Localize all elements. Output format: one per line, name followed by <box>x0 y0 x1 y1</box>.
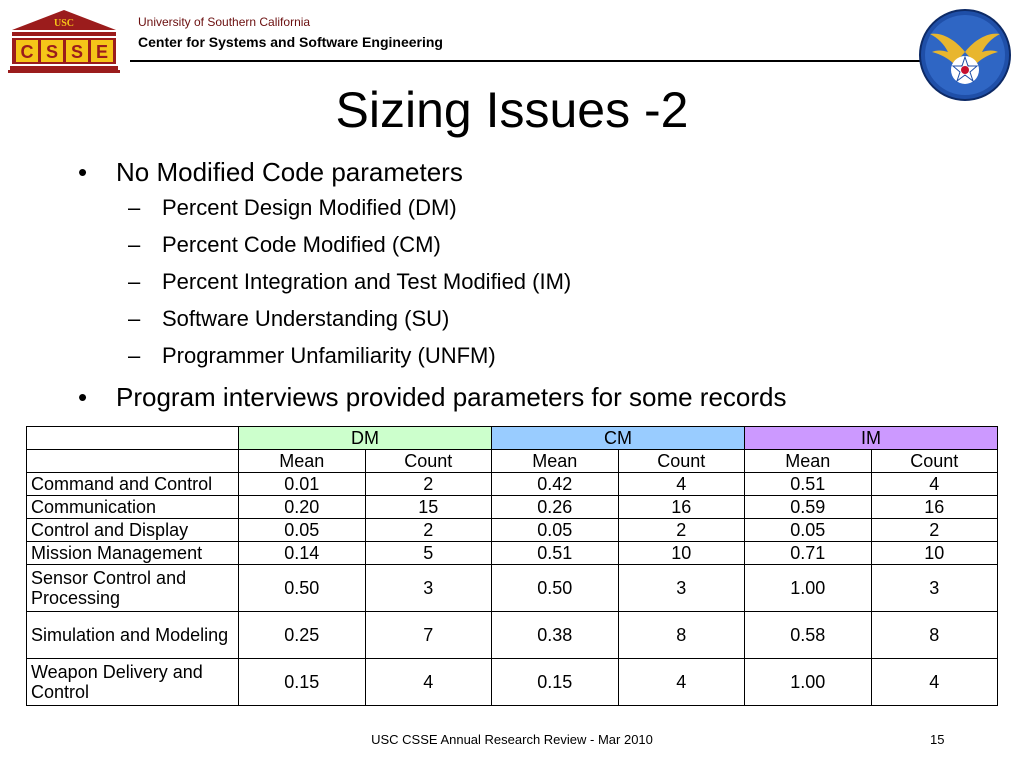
sub-bullet-item <box>78 189 978 226</box>
logo-letter-s2: S <box>70 42 84 62</box>
table-cell: 3 <box>618 565 745 612</box>
column-header: Mean <box>745 450 872 473</box>
sub-bullet-item <box>78 263 978 300</box>
header-divider <box>130 60 930 62</box>
column-header: Count <box>365 450 492 473</box>
table-corner-cell <box>27 427 239 450</box>
table-cell: 0.50 <box>239 565 366 612</box>
table-cell: 0.38 <box>492 612 619 659</box>
table-cell: 10 <box>618 542 745 565</box>
sub-bullet-text: Software Understanding (SU) <box>162 306 450 331</box>
table-cell: 0.05 <box>745 519 872 542</box>
logo-letter-c: C <box>20 42 34 62</box>
table-cell: 0.01 <box>239 473 366 496</box>
column-header: Mean <box>239 450 366 473</box>
row-label: Simulation and Modeling <box>27 612 239 659</box>
logo-letter-e: E <box>95 42 109 62</box>
table-cell: 0.50 <box>492 565 619 612</box>
row-label: Communication <box>27 496 239 519</box>
group-header-cm: CM <box>492 427 745 450</box>
group-header-im: IM <box>745 427 998 450</box>
table-cell: 0.20 <box>239 496 366 519</box>
sub-bullet-text: Percent Design Modified (DM) <box>162 195 457 220</box>
footer-text: USC CSSE Annual Research Review - Mar 2010 <box>371 732 653 747</box>
table-cell: 1.00 <box>745 659 872 706</box>
table-cell: 0.05 <box>239 519 366 542</box>
table-cell: 3 <box>365 565 492 612</box>
slide-title: Sizing Issues -2 <box>335 82 689 138</box>
table-cell: 0.42 <box>492 473 619 496</box>
row-label: Mission Management <box>27 542 239 565</box>
page-number: 15 <box>930 732 945 747</box>
bullet-marker: • <box>78 157 88 187</box>
table-cell: 15 <box>365 496 492 519</box>
table-cell: 4 <box>365 659 492 706</box>
table-row <box>27 519 998 542</box>
center-name: Center for Systems and Software Engineering <box>138 34 443 50</box>
table-cell: 8 <box>871 612 998 659</box>
table-cell: 0.26 <box>492 496 619 519</box>
table-corner-cell <box>27 450 239 473</box>
table-cell: 16 <box>618 496 745 519</box>
sub-bullet-item <box>78 337 978 374</box>
usc-csse-logo <box>8 8 120 74</box>
table-cell: 0.51 <box>745 473 872 496</box>
bullet-item <box>78 155 978 189</box>
column-header: Count <box>871 450 998 473</box>
sub-bullet-item <box>78 300 978 337</box>
dash-marker: – <box>128 306 141 331</box>
sub-bullet-text: Percent Integration and Test Modified (IM) <box>162 269 572 294</box>
dash-marker: – <box>128 269 141 294</box>
table-cell: 2 <box>365 519 492 542</box>
table-cell: 0.05 <box>492 519 619 542</box>
table-cell: 4 <box>871 659 998 706</box>
table-cell: 0.58 <box>745 612 872 659</box>
sub-bullet-text: Percent Code Modified (CM) <box>162 232 441 257</box>
bullet-list <box>78 155 978 414</box>
header-text <box>138 14 443 52</box>
row-label: Sensor Control and Processing <box>27 565 239 612</box>
bullet-marker: • <box>78 382 88 412</box>
table-cell: 0.15 <box>492 659 619 706</box>
table-cell: 2 <box>365 473 492 496</box>
logo-letter-s1: S <box>45 42 59 62</box>
table-cell: 2 <box>618 519 745 542</box>
dash-marker: – <box>128 195 141 220</box>
table-cell: 0.15 <box>239 659 366 706</box>
table-cell: 0.25 <box>239 612 366 659</box>
table-row <box>27 496 998 519</box>
table-cell: 1.00 <box>745 565 872 612</box>
bullet-text: No Modified Code parameters <box>116 157 463 187</box>
row-label: Control and Display <box>27 519 239 542</box>
table-cell: 0.51 <box>492 542 619 565</box>
university-name: University of Southern California <box>138 15 311 29</box>
sub-bullet-item <box>78 226 978 263</box>
table-cell: 16 <box>871 496 998 519</box>
table-cell: 3 <box>871 565 998 612</box>
table-cell: 2 <box>871 519 998 542</box>
row-label: Weapon Delivery and Control <box>27 659 239 706</box>
table-subheader-row <box>27 450 998 473</box>
table-row <box>27 542 998 565</box>
sizing-parameters-table <box>26 426 998 706</box>
table-cell: 10 <box>871 542 998 565</box>
table-cell: 0.59 <box>745 496 872 519</box>
table-group-header-row <box>27 427 998 450</box>
table-cell: 0.71 <box>745 542 872 565</box>
sub-bullet-text: Programmer Unfamiliarity (UNFM) <box>162 343 496 368</box>
table-row <box>27 473 998 496</box>
column-header: Mean <box>492 450 619 473</box>
table-cell: 5 <box>365 542 492 565</box>
table-cell: 0.14 <box>239 542 366 565</box>
table-cell: 4 <box>618 473 745 496</box>
row-label: Command and Control <box>27 473 239 496</box>
table-cell: 7 <box>365 612 492 659</box>
table-row <box>27 659 998 706</box>
table-cell: 4 <box>871 473 998 496</box>
table-row <box>27 612 998 659</box>
group-header-dm: DM <box>239 427 492 450</box>
column-header: Count <box>618 450 745 473</box>
dash-marker: – <box>128 232 141 257</box>
bullet-text: Program interviews provided parameters for some records <box>116 382 787 412</box>
table-cell: 8 <box>618 612 745 659</box>
bullet-item <box>78 380 978 414</box>
dash-marker: – <box>128 343 141 368</box>
table-row <box>27 565 998 612</box>
table-cell: 4 <box>618 659 745 706</box>
logo-usc-text: USC <box>53 18 75 29</box>
